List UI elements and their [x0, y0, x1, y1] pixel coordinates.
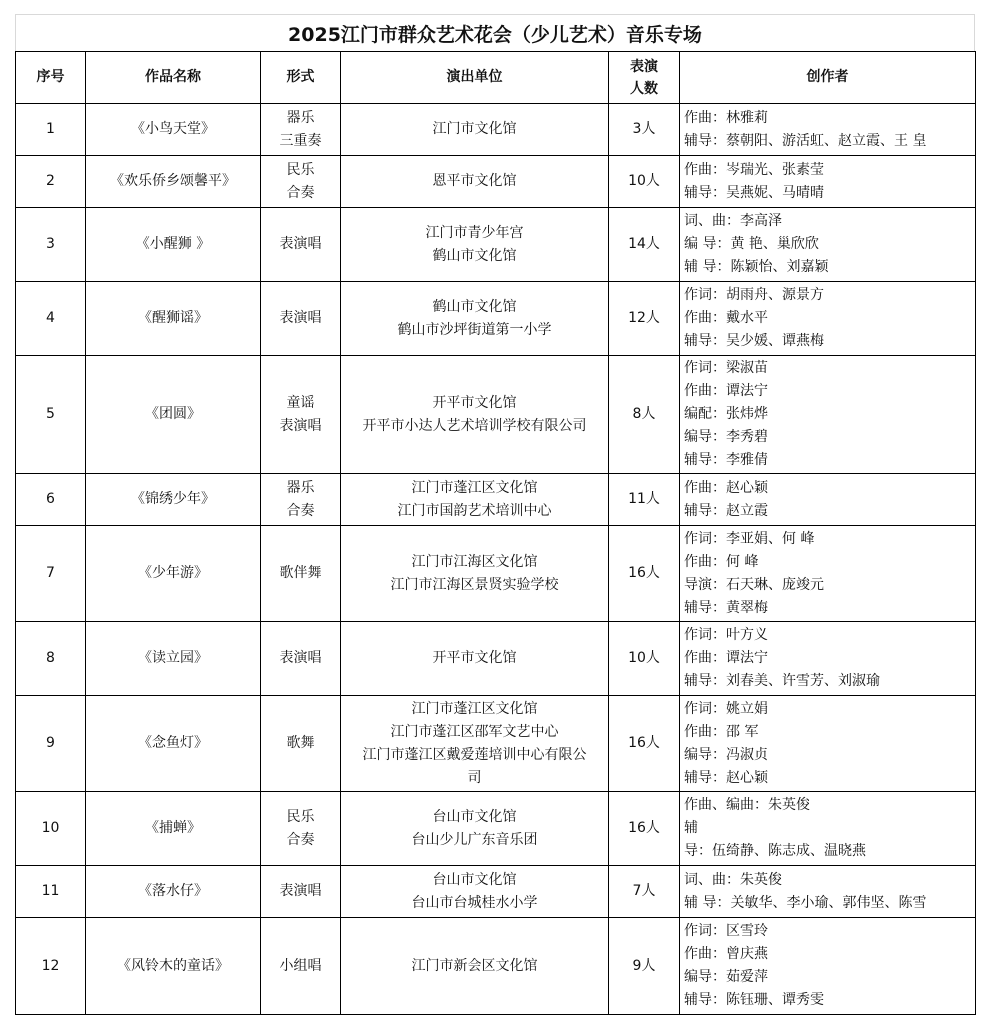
unit-line: 江门市新会区文化馆: [411, 957, 538, 974]
work-title: 《落水仔》: [86, 866, 261, 918]
row-number: 9: [16, 696, 86, 792]
form-line: 歌舞: [286, 735, 315, 751]
credit-line: 辅导：刘春美、许雪芳、刘淑瑜: [684, 673, 880, 689]
credit-line: 作曲：邵 军: [684, 723, 759, 740]
form-line: 民乐: [286, 161, 315, 178]
credit-line: 作曲：曾庆燕: [684, 946, 768, 962]
unit-line: 江门市青少年宫: [425, 224, 524, 241]
performance-form: [261, 474, 341, 526]
table-row: [16, 622, 976, 696]
performance-form: [261, 696, 341, 792]
performing-unit: [341, 866, 609, 918]
work-title: 《锦绣少年》: [86, 474, 261, 526]
credit-line: 辅导：赵立霞: [684, 502, 768, 519]
unit-line: 江门市文化馆: [432, 121, 517, 137]
table-row: [16, 474, 976, 526]
performing-unit: [341, 474, 609, 526]
table-row: [16, 282, 976, 356]
work-title: 《捕蝉》: [86, 792, 261, 866]
creators: [680, 208, 976, 282]
work-title: 《小鸟天堂》: [86, 104, 261, 156]
creators: [680, 696, 976, 792]
form-line: 民乐: [286, 808, 315, 825]
credit-line: 作词：姚立娟: [684, 700, 768, 717]
credit-line: 导：伍绮静、陈志成、温晓燕: [684, 843, 866, 859]
creators: [680, 282, 976, 356]
unit-line: 台山少儿广东音乐团: [411, 831, 538, 848]
credit-line: 作曲：岑瑞光、张素莹: [684, 161, 824, 178]
header-form: 形式: [261, 52, 341, 104]
title-row: [15, 14, 975, 51]
program-table: [15, 51, 976, 1015]
creators: [680, 474, 976, 526]
performance-form: [261, 866, 341, 918]
unit-line: 开平市文化馆: [432, 394, 517, 411]
unit-line: 鹤山市文化馆: [432, 298, 517, 315]
credit-line: 辅导：李雅倩: [684, 452, 768, 468]
creators: [680, 526, 976, 622]
unit-line: 江门市蓬江区戴爱莲培训中心有限公: [362, 746, 587, 763]
performance-form: [261, 208, 341, 282]
performing-unit: [341, 918, 609, 1015]
performer-count: 8人: [609, 356, 680, 474]
work-title: 《念鱼灯》: [86, 696, 261, 792]
credit-line: 作词：区雪玲: [684, 923, 768, 939]
row-number: 1: [16, 104, 86, 156]
work-title: 《风铃木的童话》: [86, 918, 261, 1015]
credit-line: 作曲、编曲：朱英俊: [684, 797, 810, 813]
credit-line: 编导：李秀碧: [684, 429, 768, 445]
performer-count: 14人: [609, 208, 680, 282]
form-line: 器乐: [286, 479, 315, 496]
form-line: 表演唱: [279, 310, 322, 326]
unit-line: 司: [467, 769, 482, 786]
performing-unit: [341, 208, 609, 282]
header-unit: 演出单位: [341, 52, 609, 104]
performer-count: 11人: [609, 474, 680, 526]
unit-line: 江门市国韵艺术培训中心: [397, 502, 552, 519]
form-line: 三重奏: [279, 132, 322, 149]
performing-unit: [341, 156, 609, 208]
row-number: 12: [16, 918, 86, 1015]
header-count-line2: 人数: [630, 80, 658, 97]
header-row: [16, 52, 976, 104]
form-line: 表演唱: [279, 650, 322, 666]
credit-line: 辅: [684, 820, 698, 836]
credit-line: 辅导：黄翠梅: [684, 599, 768, 616]
work-title: 《读立园》: [86, 622, 261, 696]
row-number: 2: [16, 156, 86, 208]
performance-form: [261, 356, 341, 474]
unit-line: 台山市台城桂水小学: [411, 894, 538, 911]
performance-form: [261, 622, 341, 696]
credit-line: 编 导：黄 艳、巢欣欣: [684, 236, 819, 252]
row-number: 4: [16, 282, 86, 356]
performing-unit: [341, 104, 609, 156]
header-creators: 创作者: [680, 52, 976, 104]
unit-line: 恩平市文化馆: [432, 173, 517, 189]
page-title: 2025江门市群众艺术花会（少儿艺术）音乐专场: [288, 23, 702, 46]
performer-count: 12人: [609, 282, 680, 356]
form-line: 小组唱: [279, 957, 322, 974]
performing-unit: [341, 356, 609, 474]
credit-line: 词、曲：李高泽: [684, 213, 782, 229]
unit-line: 江门市蓬江区文化馆: [411, 479, 538, 496]
performance-form: [261, 918, 341, 1015]
work-title: 《小醒狮 》: [86, 208, 261, 282]
credit-line: 辅 导：陈颖怡、刘嘉颖: [684, 259, 829, 275]
row-number: 10: [16, 792, 86, 866]
performance-form: [261, 526, 341, 622]
form-line: 表演唱: [279, 417, 322, 434]
credit-line: 作曲：赵心颖: [684, 479, 768, 496]
performing-unit: [341, 526, 609, 622]
credit-line: 作曲：何 峰: [684, 553, 759, 570]
work-title: 《醒狮谣》: [86, 282, 261, 356]
unit-line: 江门市江海区文化馆: [411, 553, 538, 570]
performance-form: [261, 104, 341, 156]
unit-line: 鹤山市文化馆: [432, 247, 517, 264]
credit-line: 作词：胡雨舟、源景方: [684, 287, 824, 303]
credit-line: 辅导：赵心颖: [684, 769, 768, 786]
credit-line: 作词：梁淑苗: [684, 360, 768, 376]
performer-count: 16人: [609, 792, 680, 866]
performing-unit: [341, 696, 609, 792]
table-row: [16, 356, 976, 474]
credit-line: 作曲：林雅莉: [684, 109, 768, 126]
credit-line: 辅导：吴燕妮、马晴晴: [684, 184, 824, 201]
credit-line: 导演：石天琳、庞竣元: [684, 576, 824, 593]
performer-count: 3人: [609, 104, 680, 156]
credit-line: 辅 导：关敏华、李小瑜、郭伟坚、陈雪: [684, 894, 927, 911]
header-count: [609, 52, 680, 104]
creators: [680, 622, 976, 696]
table-row: [16, 696, 976, 792]
unit-line: 江门市江海区景贤实验学校: [390, 576, 559, 593]
creators: [680, 156, 976, 208]
form-line: 歌伴舞: [279, 565, 322, 581]
header-no: 序号: [16, 52, 86, 104]
performer-count: 16人: [609, 526, 680, 622]
work-title: 《团圆》: [86, 356, 261, 474]
creators: [680, 792, 976, 866]
table-row: [16, 208, 976, 282]
performing-unit: [341, 622, 609, 696]
creators: [680, 356, 976, 474]
form-line: 合奏: [286, 831, 315, 848]
work-title: 《欢乐侨乡颂馨平》: [86, 156, 261, 208]
table-row: [16, 156, 976, 208]
performer-count: 7人: [609, 866, 680, 918]
unit-line: 台山市文化馆: [432, 808, 517, 825]
form-line: 童谣: [286, 394, 315, 411]
creators: [680, 866, 976, 918]
credit-line: 作曲：戴水平: [684, 310, 768, 326]
form-line: 表演唱: [279, 236, 322, 252]
performing-unit: [341, 282, 609, 356]
form-line: 合奏: [286, 184, 315, 201]
table-row: [16, 104, 976, 156]
row-number: 3: [16, 208, 86, 282]
credit-line: 编配：张炜烨: [684, 406, 768, 422]
header-count-line1: 表演: [630, 58, 658, 75]
table-row: [16, 918, 976, 1015]
credit-line: 辅导：吴少媛、谭燕梅: [684, 333, 824, 349]
credit-line: 作词：叶方义: [684, 627, 768, 643]
credit-line: 编导：冯淑贞: [684, 746, 768, 763]
performer-count: 10人: [609, 156, 680, 208]
work-title: 《少年游》: [86, 526, 261, 622]
row-number: 6: [16, 474, 86, 526]
performance-form: [261, 792, 341, 866]
row-number: 8: [16, 622, 86, 696]
creators: [680, 918, 976, 1015]
unit-line: 开平市小达人艺术培训学校有限公司: [362, 417, 587, 434]
credit-line: 作曲：谭法宁: [684, 650, 768, 666]
creators: [680, 104, 976, 156]
row-number: 11: [16, 866, 86, 918]
credit-line: 作词：李亚娟、何 峰: [684, 530, 815, 547]
form-line: 表演唱: [279, 883, 322, 899]
header-work: 作品名称: [86, 52, 261, 104]
row-number: 7: [16, 526, 86, 622]
credit-line: 辅导：蔡朝阳、游活虹、赵立霞、王 皇: [684, 132, 927, 149]
credit-line: 作曲：谭法宁: [684, 383, 768, 399]
credit-line: 词、曲：朱英俊: [684, 871, 782, 888]
unit-line: 江门市蓬江区文化馆: [411, 700, 538, 717]
form-line: 合奏: [286, 502, 315, 519]
table-row: [16, 792, 976, 866]
unit-line: 鹤山市沙坪街道第一小学: [397, 321, 552, 338]
performance-form: [261, 282, 341, 356]
unit-line: 台山市文化馆: [432, 871, 517, 888]
credit-line: 辅导：陈钰珊、谭秀雯: [684, 992, 824, 1008]
performer-count: 9人: [609, 918, 680, 1015]
performance-form: [261, 156, 341, 208]
table-row: [16, 526, 976, 622]
performer-count: 10人: [609, 622, 680, 696]
row-number: 5: [16, 356, 86, 474]
table-row: [16, 866, 976, 918]
program-sheet: [15, 14, 975, 1015]
performer-count: 16人: [609, 696, 680, 792]
credit-line: 编导：茹爱萍: [684, 969, 768, 985]
unit-line: 江门市蓬江区邵军文艺中心: [390, 723, 559, 740]
unit-line: 开平市文化馆: [432, 650, 517, 666]
performing-unit: [341, 792, 609, 866]
form-line: 器乐: [286, 109, 315, 126]
